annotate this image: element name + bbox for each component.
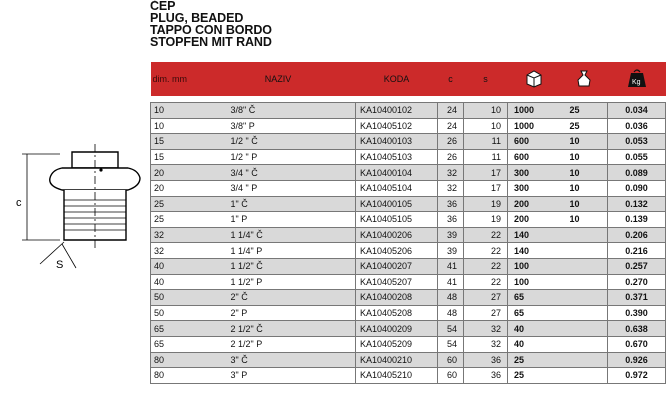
cell-s: 10 [464, 118, 508, 134]
cell-koda: KA10405209 [356, 336, 438, 352]
cell-dim: 50 [151, 290, 201, 306]
title-line: TAPPO CON BORDO [150, 23, 272, 37]
cell-koda: KA10400208 [356, 290, 438, 306]
cell-naziv: 1 1/2" Č [201, 258, 356, 274]
cell-kg: 0.036 [608, 118, 666, 134]
s-dimension-label: S [56, 259, 64, 271]
cell-koda: KA10405102 [356, 118, 438, 134]
header-kg [608, 62, 666, 96]
cell-c: 48 [438, 305, 464, 321]
cell-kg: 0.089 [608, 165, 666, 181]
cell-kg: 0.638 [608, 321, 666, 337]
cell-koda: KA10400104 [356, 165, 438, 181]
cell-dim: 65 [151, 336, 201, 352]
header-s: s [464, 62, 508, 96]
cell-kg: 0.139 [608, 212, 666, 228]
cell-koda: KA10400206 [356, 227, 438, 243]
cell-c: 41 [438, 258, 464, 274]
cell-qty-bag [560, 321, 608, 337]
cell-qty-box: 600 [508, 149, 560, 165]
cell-kg: 0.670 [608, 336, 666, 352]
cell-s: 22 [464, 274, 508, 290]
cell-s: 36 [464, 368, 508, 384]
bag-icon [574, 68, 594, 88]
cell-naziv: 2 1/2" Č [201, 321, 356, 337]
cell-koda: KA10405208 [356, 305, 438, 321]
cell-dim: 15 [151, 134, 201, 150]
cell-dim: 25 [151, 212, 201, 228]
cell-c: 39 [438, 227, 464, 243]
cell-c: 32 [438, 165, 464, 181]
cell-naziv: 3/8" Č [201, 103, 356, 119]
cell-c: 26 [438, 149, 464, 165]
cell-naziv: 3/8" P [201, 118, 356, 134]
title-line: STOPFEN MIT RAND [150, 35, 272, 49]
cell-s: 32 [464, 336, 508, 352]
cell-qty-box: 65 [508, 290, 560, 306]
cell-kg: 0.270 [608, 274, 666, 290]
product-table [150, 62, 666, 384]
cell-dim: 80 [151, 352, 201, 368]
cell-qty-bag: 25 [560, 118, 608, 134]
cell-naziv: 2" P [201, 305, 356, 321]
title-line: ČEP [150, 0, 176, 13]
cell-koda: KA10400210 [356, 352, 438, 368]
cell-c: 36 [438, 196, 464, 212]
cell-kg: 0.055 [608, 149, 666, 165]
cell-qty-box: 1000 [508, 118, 560, 134]
cell-koda: KA10400209 [356, 321, 438, 337]
cell-naziv: 1" P [201, 212, 356, 228]
cell-kg: 0.257 [608, 258, 666, 274]
cell-qty-box: 1000 [508, 103, 560, 119]
cell-dim: 32 [151, 243, 201, 259]
cell-c: 32 [438, 180, 464, 196]
cell-koda: KA10400103 [356, 134, 438, 150]
cell-qty-bag: 10 [560, 212, 608, 228]
cell-c: 39 [438, 243, 464, 259]
cell-s: 22 [464, 243, 508, 259]
cell-kg: 0.926 [608, 352, 666, 368]
cell-koda: KA10405105 [356, 212, 438, 228]
cell-dim: 10 [151, 103, 201, 119]
kg-weight-icon [626, 67, 648, 89]
c-dimension-label: c [16, 197, 22, 209]
cell-koda: KA10405104 [356, 180, 438, 196]
cell-qty-box: 25 [508, 368, 560, 384]
cell-qty-box: 40 [508, 336, 560, 352]
cell-qty-box: 600 [508, 134, 560, 150]
cell-kg: 0.132 [608, 196, 666, 212]
cell-qty-bag: 10 [560, 149, 608, 165]
cell-qty-box: 300 [508, 180, 560, 196]
cell-qty-box: 25 [508, 352, 560, 368]
table-row [151, 243, 666, 259]
table-row [151, 368, 666, 384]
table-row [151, 227, 666, 243]
kg-icon-label: Kg [631, 79, 641, 86]
cell-koda: KA10400207 [356, 258, 438, 274]
cell-c: 54 [438, 336, 464, 352]
cell-koda: KA10400102 [356, 103, 438, 119]
cell-qty-bag: 25 [560, 103, 608, 119]
cell-naziv: 3/4 " Č [201, 165, 356, 181]
cell-naziv: 1/2 " P [201, 149, 356, 165]
cell-qty-box: 200 [508, 212, 560, 228]
cell-naziv: 3" P [201, 368, 356, 384]
header-c: c [438, 62, 464, 96]
cell-kg: 0.090 [608, 180, 666, 196]
cell-naziv: 2 1/2" P [201, 336, 356, 352]
cell-s: 22 [464, 227, 508, 243]
cell-c: 41 [438, 274, 464, 290]
cell-c: 24 [438, 118, 464, 134]
cell-s: 11 [464, 149, 508, 165]
cell-qty-box: 140 [508, 227, 560, 243]
cell-s: 22 [464, 258, 508, 274]
cell-c: 36 [438, 212, 464, 228]
cell-qty-box: 200 [508, 196, 560, 212]
cell-dim: 15 [151, 149, 201, 165]
cell-koda: KA10400105 [356, 196, 438, 212]
title-block [150, 0, 272, 48]
cell-qty-box: 300 [508, 165, 560, 181]
cell-qty-box: 40 [508, 321, 560, 337]
table-row [151, 321, 666, 337]
cell-qty-bag: 10 [560, 134, 608, 150]
cell-qty-box: 100 [508, 274, 560, 290]
header-bag [560, 62, 608, 96]
table-row [151, 212, 666, 228]
table-row [151, 336, 666, 352]
cell-dim: 40 [151, 258, 201, 274]
cell-kg: 0.972 [608, 368, 666, 384]
cell-s: 32 [464, 321, 508, 337]
cell-s: 36 [464, 352, 508, 368]
table-row [151, 149, 666, 165]
cell-c: 60 [438, 368, 464, 384]
cell-naziv: 1 1/4" P [201, 243, 356, 259]
header-box [508, 62, 560, 96]
title-line: PLUG, BEADED [150, 11, 244, 25]
table-row [151, 274, 666, 290]
cell-qty-bag [560, 243, 608, 259]
cell-s: 27 [464, 305, 508, 321]
cell-s: 11 [464, 134, 508, 150]
cell-qty-bag [560, 305, 608, 321]
cell-dim: 40 [151, 274, 201, 290]
cell-kg: 0.371 [608, 290, 666, 306]
cell-s: 10 [464, 103, 508, 119]
cell-naziv: 1" Č [201, 196, 356, 212]
cell-qty-bag [560, 290, 608, 306]
cell-kg: 0.206 [608, 227, 666, 243]
cell-qty-box: 65 [508, 305, 560, 321]
cell-naziv: 3" Č [201, 352, 356, 368]
cell-koda: KA10405210 [356, 368, 438, 384]
table-row [151, 103, 666, 119]
cell-koda: KA10405206 [356, 243, 438, 259]
cell-qty-bag [560, 274, 608, 290]
cell-qty-bag [560, 368, 608, 384]
table-row [151, 290, 666, 306]
cell-dim: 32 [151, 227, 201, 243]
table-row [151, 258, 666, 274]
cell-s: 19 [464, 196, 508, 212]
cell-c: 26 [438, 134, 464, 150]
header-koda: KODA [356, 62, 438, 96]
table-row [151, 180, 666, 196]
cell-dim: 80 [151, 368, 201, 384]
box-icon [524, 68, 544, 88]
cell-qty-bag [560, 336, 608, 352]
cell-s: 17 [464, 165, 508, 181]
header-dim: dim. mm [151, 62, 201, 96]
table-row [151, 352, 666, 368]
cell-kg: 0.034 [608, 103, 666, 119]
cell-c: 54 [438, 321, 464, 337]
cell-qty-bag [560, 258, 608, 274]
cell-c: 60 [438, 352, 464, 368]
table-header-row [151, 62, 666, 96]
cell-dim: 25 [151, 196, 201, 212]
cell-qty-box: 140 [508, 243, 560, 259]
cell-kg: 0.053 [608, 134, 666, 150]
cell-naziv: 1/2 " Č [201, 134, 356, 150]
cell-qty-box: 100 [508, 258, 560, 274]
cell-qty-bag [560, 227, 608, 243]
cell-qty-bag [560, 352, 608, 368]
cell-dim: 65 [151, 321, 201, 337]
table-row [151, 165, 666, 181]
cell-qty-bag: 10 [560, 180, 608, 196]
cell-naziv: 1 1/4" Č [201, 227, 356, 243]
cell-koda: KA10405103 [356, 149, 438, 165]
cell-naziv: 3/4 " P [201, 180, 356, 196]
cell-s: 19 [464, 212, 508, 228]
table-row [151, 305, 666, 321]
cell-koda: KA10405207 [356, 274, 438, 290]
cell-dim: 20 [151, 180, 201, 196]
cell-s: 17 [464, 180, 508, 196]
cell-kg: 0.390 [608, 305, 666, 321]
plug-technical-drawing [0, 140, 150, 300]
header-naziv: NAZIV [201, 62, 356, 96]
cell-dim: 10 [151, 118, 201, 134]
cell-c: 24 [438, 103, 464, 119]
cell-c: 48 [438, 290, 464, 306]
table-row [151, 118, 666, 134]
cell-dim: 20 [151, 165, 201, 181]
cell-s: 27 [464, 290, 508, 306]
table-row [151, 196, 666, 212]
cell-qty-bag: 10 [560, 165, 608, 181]
cell-qty-bag: 10 [560, 196, 608, 212]
cell-dim: 50 [151, 305, 201, 321]
cell-kg: 0.216 [608, 243, 666, 259]
cell-naziv: 2" Č [201, 290, 356, 306]
cell-naziv: 1 1/2" P [201, 274, 356, 290]
table-row [151, 134, 666, 150]
